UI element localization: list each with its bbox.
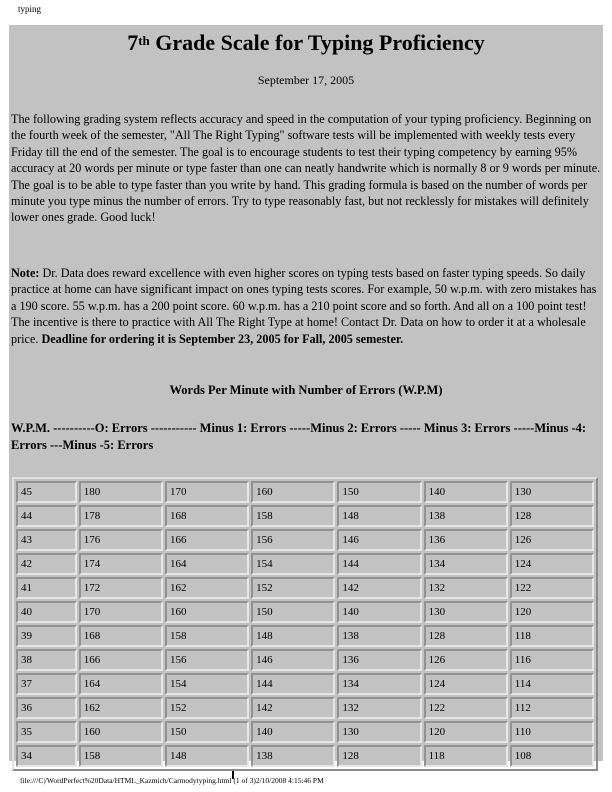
table-row [16, 721, 594, 743]
score-cell: 164 [79, 673, 163, 695]
note-body: Dr. Data does reward excellence with even higher scores on typing tests based on faster typing speeds. So daily practice at home can have significant impact on ones typing tests scores. For example, 50 w.p.m. with zero mistakes has a 190 score. 55 w.p.m. has a 200 point score. 60 w.p.m. has a 210 point score and so forth. And all on a 100 point test! The incentive is there to practice with All The Right Type at home! Contact Dr. Data on how to order it at a wholesale price. [11, 266, 597, 346]
score-cell: 130 [337, 721, 421, 743]
score-cell: 142 [337, 577, 421, 599]
score-cell: 162 [165, 577, 249, 599]
deadline-text: Deadline for ordering it is September 23, 2005 for Fall, 2005 semester. [41, 331, 404, 346]
score-cell: 140 [424, 481, 508, 503]
table-row [16, 577, 594, 599]
table-row [16, 649, 594, 671]
score-cell: 114 [510, 673, 594, 695]
score-cell: 158 [79, 745, 163, 767]
score-cell: 152 [251, 577, 335, 599]
score-cell: 148 [337, 505, 421, 527]
score-cell: 150 [337, 481, 421, 503]
score-cell: 142 [251, 697, 335, 719]
wpm-cell: 41 [16, 577, 77, 599]
score-cell: 122 [424, 697, 508, 719]
score-cell: 138 [337, 625, 421, 647]
score-cell: 156 [251, 529, 335, 551]
score-cell: 134 [424, 553, 508, 575]
score-cell: 154 [165, 673, 249, 695]
score-cell: 116 [510, 649, 594, 671]
page-content-panel [9, 25, 603, 761]
score-cell: 134 [337, 673, 421, 695]
column-header-text: W.P.M. ----------O: Errors ----------- Minus 1: Errors -----Minus 2: Errors ----- Minus 3: Errors -----Minus -4: Errors ---Minus -5: Errors [11, 421, 587, 452]
score-cell: 120 [424, 721, 508, 743]
wpm-cell: 43 [16, 529, 77, 551]
table-title: Words Per Minute with Number of Errors (W.P.M) [169, 383, 443, 397]
score-cell: 128 [424, 625, 508, 647]
document-date: September 17, 2005 [257, 73, 355, 87]
wpm-cell: 45 [16, 481, 77, 503]
wpm-cell: 36 [16, 697, 77, 719]
score-cell: 140 [251, 721, 335, 743]
title-ordinal-suffix: th [138, 33, 150, 48]
table-row [16, 601, 594, 623]
score-cell: 168 [165, 505, 249, 527]
score-cell: 174 [79, 553, 163, 575]
title-text: Grade Scale for Typing Proficiency [149, 30, 485, 55]
wpm-cell: 42 [16, 553, 77, 575]
score-cell: 144 [251, 673, 335, 695]
score-cell: 136 [337, 649, 421, 671]
score-cell: 166 [165, 529, 249, 551]
score-cell: 132 [337, 697, 421, 719]
score-cell: 176 [79, 529, 163, 551]
score-table [12, 477, 598, 771]
score-cell: 158 [165, 625, 249, 647]
score-cell: 148 [251, 625, 335, 647]
score-cell: 170 [79, 601, 163, 623]
score-cell: 160 [79, 721, 163, 743]
score-cell: 132 [424, 577, 508, 599]
score-cell: 152 [165, 697, 249, 719]
score-cell: 126 [510, 529, 594, 551]
score-cell: 126 [424, 649, 508, 671]
score-cell: 128 [337, 745, 421, 767]
wpm-cell: 38 [16, 649, 77, 671]
score-cell: 170 [165, 481, 249, 503]
wpm-cell: 44 [16, 505, 77, 527]
score-cell: 130 [424, 601, 508, 623]
score-cell: 166 [79, 649, 163, 671]
wpm-cell: 34 [16, 745, 77, 767]
score-cell: 124 [424, 673, 508, 695]
table-row [16, 529, 594, 551]
score-cell: 150 [165, 721, 249, 743]
score-cell: 150 [251, 601, 335, 623]
score-cell: 168 [79, 625, 163, 647]
score-cell: 144 [337, 553, 421, 575]
score-cell: 138 [424, 505, 508, 527]
score-cell: 140 [337, 601, 421, 623]
score-cell: 108 [510, 745, 594, 767]
score-cell: 160 [251, 481, 335, 503]
score-cell: 136 [424, 529, 508, 551]
document-title-label: typing [18, 4, 42, 14]
score-cell: 160 [165, 601, 249, 623]
wpm-cell: 39 [16, 625, 77, 647]
score-cell: 180 [79, 481, 163, 503]
table-row [16, 745, 594, 767]
score-cell: 124 [510, 553, 594, 575]
wpm-cell: 35 [16, 721, 77, 743]
score-cell: 110 [510, 721, 594, 743]
table-row [16, 625, 594, 647]
wpm-cell: 40 [16, 601, 77, 623]
score-cell: 146 [251, 649, 335, 671]
wpm-cell: 37 [16, 673, 77, 695]
title-grade-number: 7 [127, 30, 139, 55]
score-cell: 118 [424, 745, 508, 767]
score-cell: 146 [337, 529, 421, 551]
score-cell: 172 [79, 577, 163, 599]
score-cell: 130 [510, 481, 594, 503]
score-cell: 164 [165, 553, 249, 575]
score-cell: 154 [251, 553, 335, 575]
table-row [16, 505, 594, 527]
score-cell: 120 [510, 601, 594, 623]
score-cell: 162 [79, 697, 163, 719]
table-row [16, 553, 594, 575]
table-row [16, 481, 594, 503]
table-row [16, 673, 594, 695]
table-row [16, 697, 594, 719]
score-cell: 178 [79, 505, 163, 527]
score-cell: 158 [251, 505, 335, 527]
score-cell: 118 [510, 625, 594, 647]
note-paragraph [11, 265, 601, 347]
page-title [9, 29, 603, 57]
score-cell: 156 [165, 649, 249, 671]
score-cell: 138 [251, 745, 335, 767]
score-cell: 148 [165, 745, 249, 767]
score-cell: 128 [510, 505, 594, 527]
intro-paragraph: The following grading system reflects accuracy and speed in the computation of your typing proficiency. Beginning on the fourth week of the semester, "All The Right Typing" software tests will be implemented with weekly tests every Friday till the end of the semester. The goal is to encourage students to test their typing competency by earning 95% accuracy at 20 words per minute or type faster than one can neatly handwrite which is normally 8 or 9 words per minute. The goal is to be able to type faster than you write by hand. This grading formula is based on the number of words per minute you type minus the number of errors. Try to type reasonably fast, but not recklessly for mistakes will definitely lower ones grade. Good luck! [11, 112, 601, 225]
score-cell: 122 [510, 577, 594, 599]
file-path-footer: file:///C|/WordPerfect%20Data/HTML_Kazmich/Carmodytyping.html (1 of 3)2/10/2008 4:15:46 PM [20, 776, 324, 785]
score-cell: 112 [510, 697, 594, 719]
note-label: Note: [11, 266, 40, 280]
